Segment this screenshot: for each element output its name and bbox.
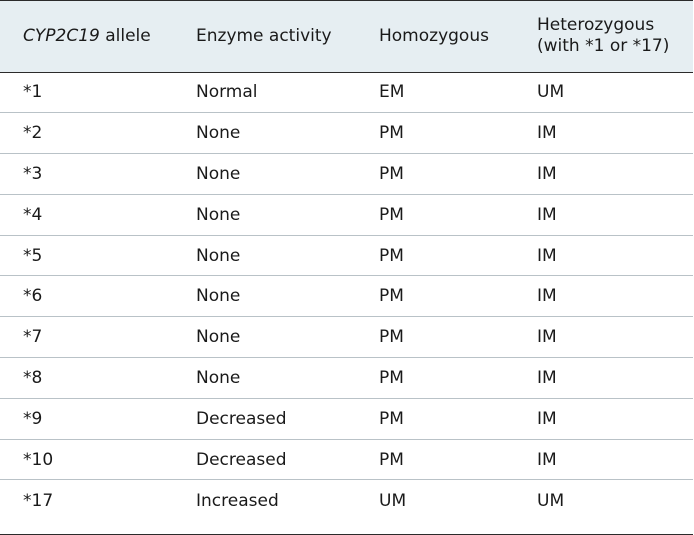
cell-homozygous: UM bbox=[379, 490, 407, 511]
header-row bbox=[0, 1, 693, 72]
cell-enzyme: None bbox=[196, 245, 241, 266]
cell-heterozygous: IM bbox=[537, 327, 557, 348]
header-enzyme-activity: Enzyme activity bbox=[196, 25, 332, 46]
table-body bbox=[0, 72, 693, 521]
cell-heterozygous: IM bbox=[537, 163, 557, 184]
table-row bbox=[0, 72, 693, 113]
cell-enzyme: None bbox=[196, 123, 241, 144]
cell-homozygous: PM bbox=[379, 327, 404, 348]
table-row bbox=[0, 194, 693, 235]
cell-homozygous: PM bbox=[379, 204, 404, 225]
cell-allele: *8 bbox=[23, 367, 43, 388]
cell-allele: *2 bbox=[23, 123, 43, 144]
cell-homozygous: PM bbox=[379, 367, 404, 388]
cell-heterozygous: IM bbox=[537, 449, 557, 470]
header-allele-suffix: allele bbox=[99, 25, 151, 46]
header-heterozygous-line2: (with *1 or *17) bbox=[537, 36, 670, 57]
table-row bbox=[0, 439, 693, 480]
table-row bbox=[0, 317, 693, 358]
table-row bbox=[0, 358, 693, 399]
cell-allele: *6 bbox=[23, 286, 43, 307]
cell-enzyme: Decreased bbox=[196, 408, 287, 429]
cell-allele: *1 bbox=[23, 82, 43, 103]
table-row bbox=[0, 398, 693, 439]
cell-heterozygous: IM bbox=[537, 123, 557, 144]
cell-heterozygous: IM bbox=[537, 367, 557, 388]
cell-heterozygous: IM bbox=[537, 286, 557, 307]
table-row bbox=[0, 480, 693, 521]
cell-enzyme: None bbox=[196, 204, 241, 225]
cell-homozygous: PM bbox=[379, 123, 404, 144]
cell-homozygous: PM bbox=[379, 286, 404, 307]
cell-allele: *3 bbox=[23, 163, 43, 184]
cell-enzyme: Decreased bbox=[196, 449, 287, 470]
cell-allele: *9 bbox=[23, 408, 43, 429]
cell-heterozygous: UM bbox=[537, 82, 565, 103]
header-heterozygous bbox=[514, 1, 693, 72]
cell-homozygous: EM bbox=[379, 82, 405, 103]
table-row bbox=[0, 235, 693, 276]
header-allele-gene: CYP2C19 bbox=[23, 25, 100, 46]
cell-enzyme: Increased bbox=[196, 490, 279, 511]
cell-heterozygous: UM bbox=[537, 490, 565, 511]
cyp2c19-allele-table bbox=[0, 1, 693, 521]
header-heterozygous-line1: Heterozygous bbox=[537, 15, 655, 36]
cell-homozygous: PM bbox=[379, 245, 404, 266]
cell-enzyme: Normal bbox=[196, 82, 258, 103]
cell-allele: *4 bbox=[23, 204, 43, 225]
cell-enzyme: None bbox=[196, 327, 241, 348]
table-row bbox=[0, 154, 693, 195]
cell-homozygous: PM bbox=[379, 408, 404, 429]
cell-heterozygous: IM bbox=[537, 408, 557, 429]
cell-allele: *7 bbox=[23, 327, 43, 348]
cell-enzyme: None bbox=[196, 163, 241, 184]
cell-allele: *10 bbox=[23, 449, 54, 470]
cell-allele: *17 bbox=[23, 490, 54, 511]
header-allele bbox=[0, 1, 173, 72]
cell-heterozygous: IM bbox=[537, 204, 557, 225]
cell-enzyme: None bbox=[196, 286, 241, 307]
table-header bbox=[0, 1, 693, 72]
table-row bbox=[0, 276, 693, 317]
cell-heterozygous: IM bbox=[537, 245, 557, 266]
cell-homozygous: PM bbox=[379, 163, 404, 184]
cell-allele: *5 bbox=[23, 245, 43, 266]
header-homozygous: Homozygous bbox=[379, 25, 489, 46]
cell-homozygous: PM bbox=[379, 449, 404, 470]
table-row bbox=[0, 113, 693, 154]
cell-enzyme: None bbox=[196, 367, 241, 388]
